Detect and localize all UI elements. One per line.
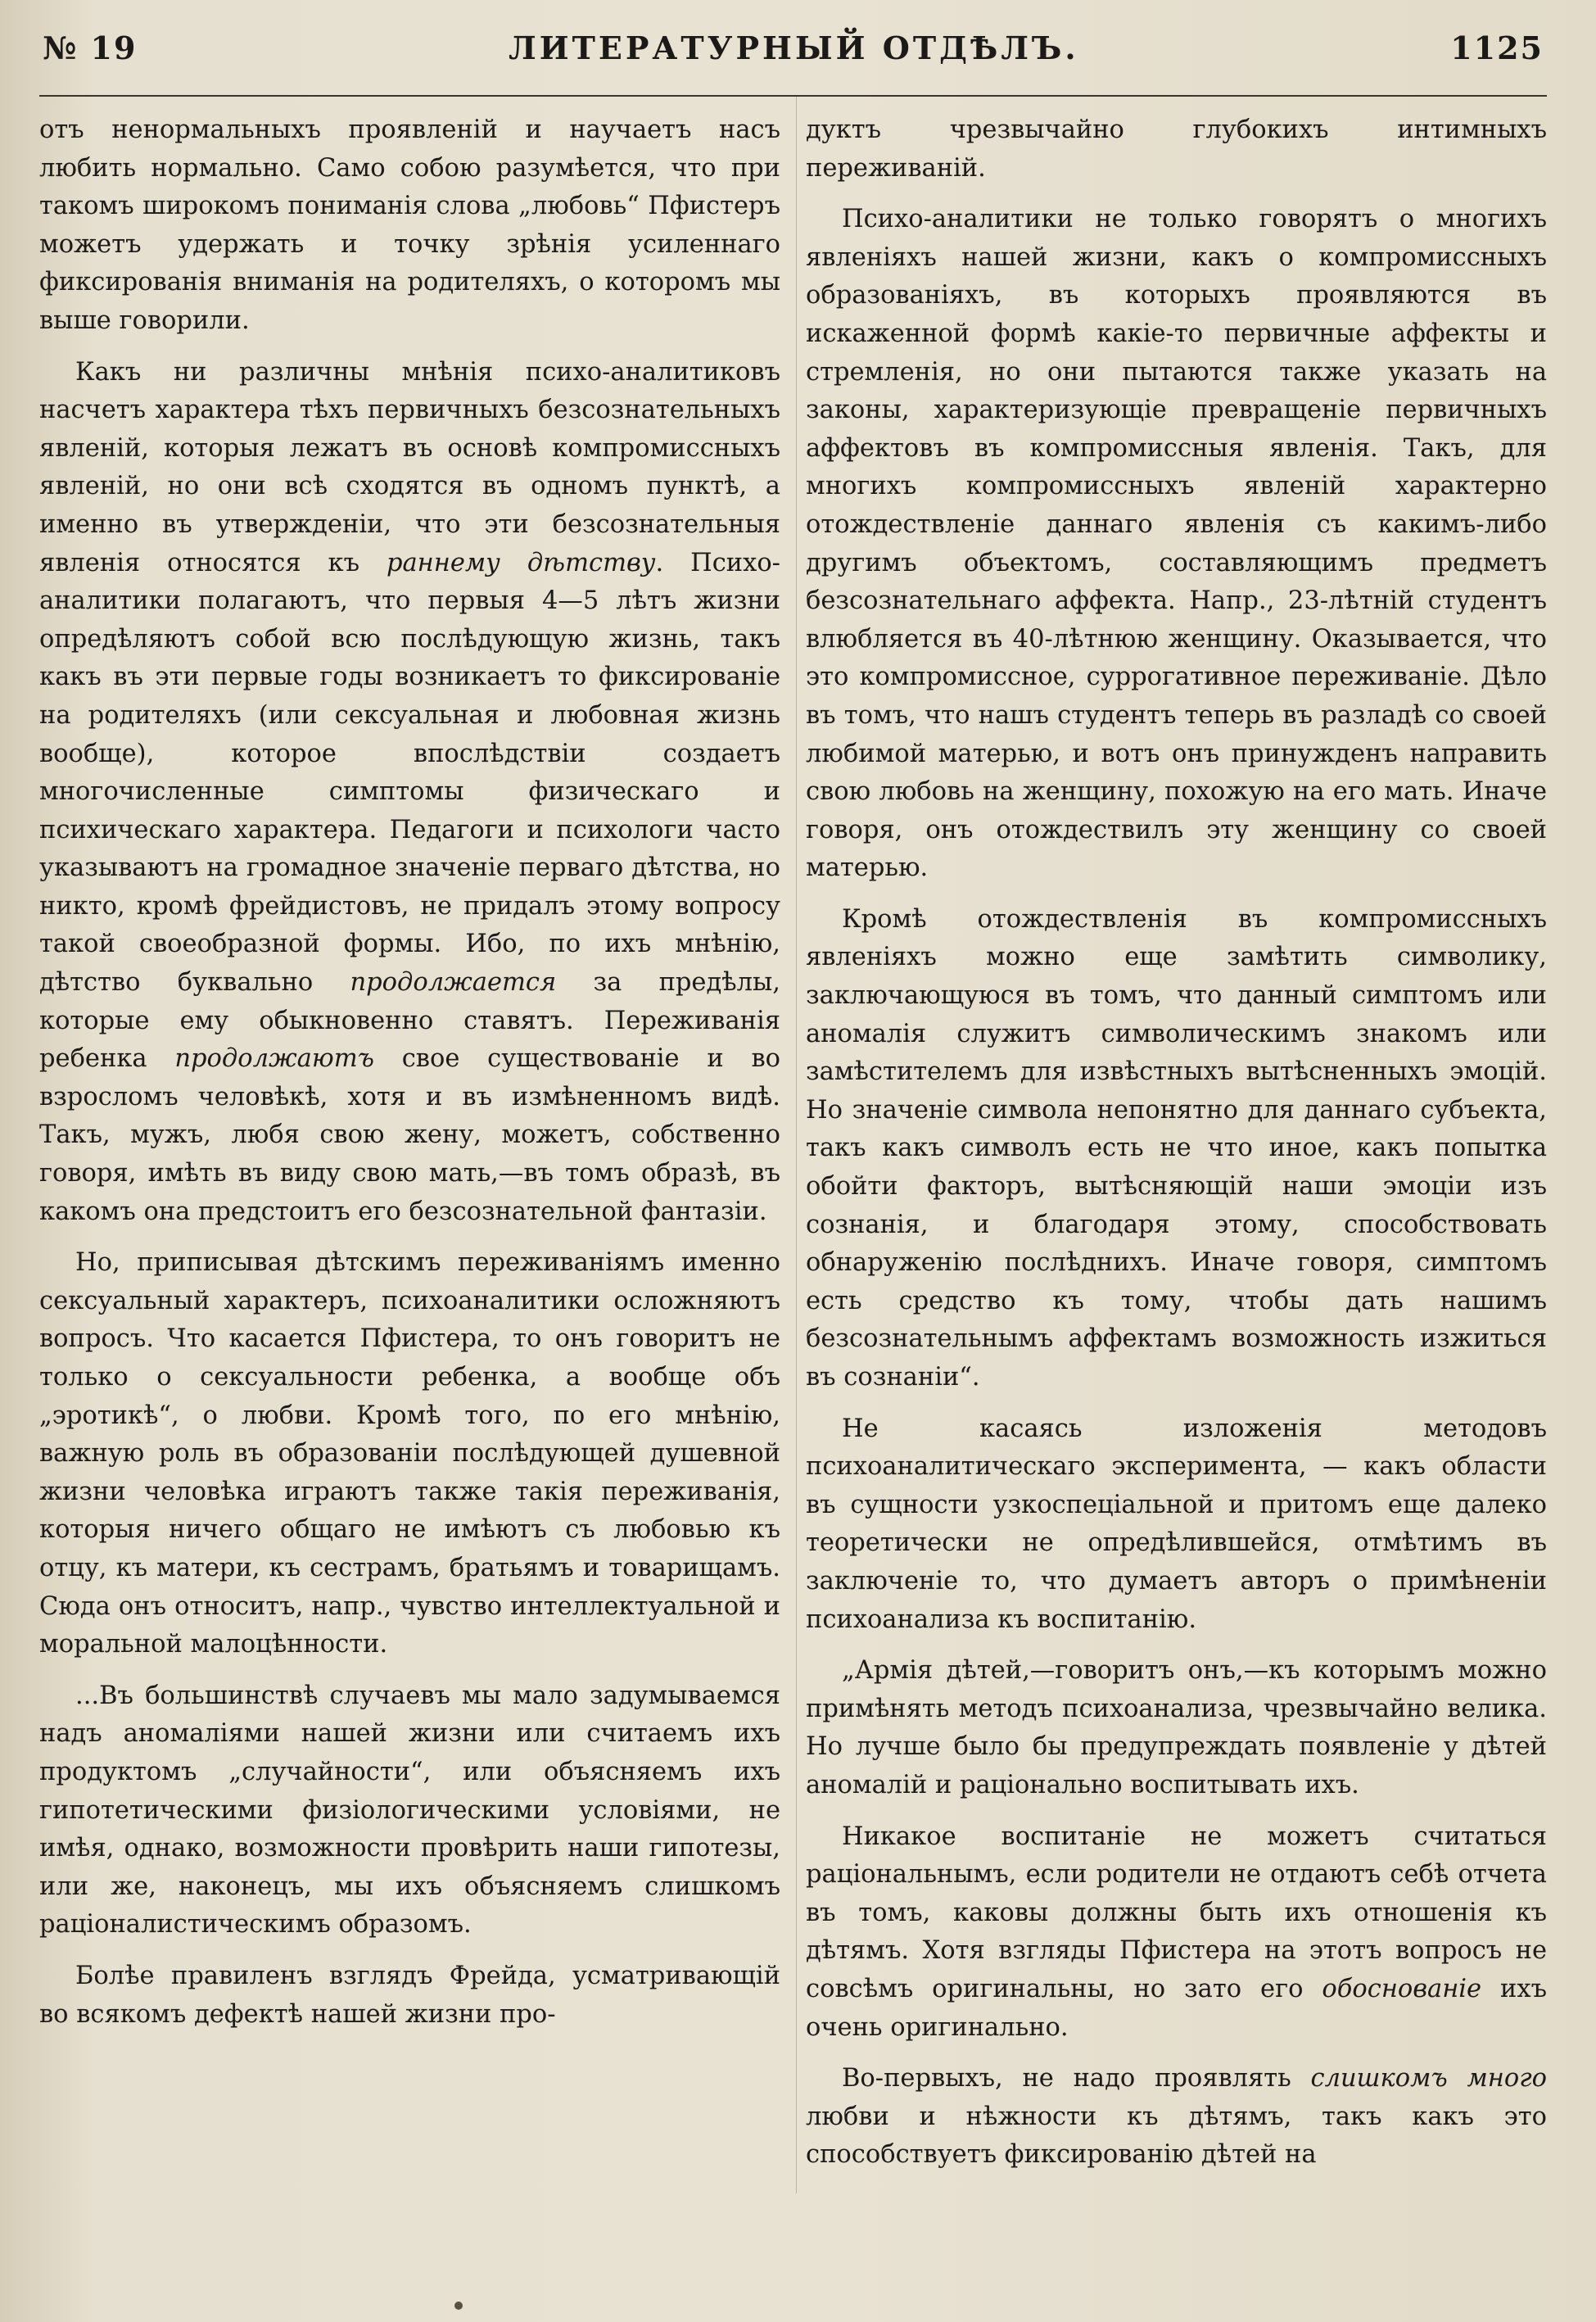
left-column: [39, 111, 780, 2188]
section-title: ЛИТЕРАТУРНЫЙ ОТДѢЛЪ.: [509, 29, 1079, 66]
emphasis: продолжаютъ: [174, 1044, 374, 1074]
right-column: [806, 111, 1547, 2188]
emphasis: слишкомъ много: [1310, 2064, 1547, 2093]
emphasis: обоснованіе: [1322, 1974, 1482, 2003]
paragraph: дуктъ чрезвычайно глубокихъ интимныхъ переживаній.: [806, 115, 1547, 183]
page-number: 1125: [1450, 29, 1544, 66]
paragraph: Не касаясь изложенія методовъ психоаналитическаго эксперимента, — какъ области въ сущности узкоспеціальной и притомъ еще далеко теоретически не опредѣлившейся, отмѣтимъ въ заключеніе то, что думаетъ авторъ о примѣненіи психоанализа къ воспитанію.: [806, 1414, 1547, 1634]
paragraph: „Армія дѣтей,—говоритъ онъ,—къ которымъ можно примѣнять методъ психоанализа, чрезвычайно велика. Но лучше было бы предупреждать появленіе у дѣтей аномалій и раціонально воспитывать ихъ.: [806, 1656, 1547, 1799]
text-columns: [39, 111, 1547, 2188]
emphasis: продолжается: [350, 968, 557, 998]
paragraph: Во-первыхъ, не надо проявлять слишкомъ много любви и нѣжности къ дѣтямъ, такъ какъ это способствуетъ фиксированію дѣтей на: [806, 2064, 1547, 2170]
paragraph: Но, приписывая дѣтскимъ переживаніямъ именно сексуальный характеръ, психоаналитики осложняютъ вопросъ. Что касается Пфистера, то онъ говоритъ не только о сексуальности ребенка, а вообще объ „эротикѣ“, о любви. Кромѣ того, по его мнѣнію, важную роль въ образованіи послѣдующей душевной жизни человѣка играютъ также такія переживанія, которыя ничего общаго не имѣютъ съ любовью къ отцу, къ матери, къ сестрамъ, братьямъ и товарищамъ. Сюда онъ относитъ, напр., чувство интеллектуальной и моральной малоцѣнности.: [39, 1248, 780, 1659]
page-header: [39, 29, 1547, 97]
issue-number: № 19: [43, 29, 138, 66]
paragraph: ...Въ большинствѣ случаевъ мы мало задумываемся надъ аномаліями нашей жизни или считаемъ ихъ продуктомъ „случайности“, или объясняемъ ихъ гипотетическими физіологическими условіями, не имѣя, однако, возможности провѣрить наши гипотезы, или же, наконецъ, мы ихъ объясняемъ слишкомъ раціоналистическимъ образомъ.: [39, 1681, 780, 1940]
column-divider: [796, 97, 797, 2193]
paragraph: Болѣе правиленъ взглядъ Фрейда, усматривающій во всякомъ дефектѣ нашей жизни про-: [39, 1961, 780, 2029]
paragraph: отъ ненормальныхъ проявленій и научаетъ насъ любить нормально. Само собою разумѣется, что при такомъ широкомъ пониманія слова „любовь“ Пфистеръ можетъ удержать и точку зрѣнія усиленнаго фиксированія вниманія на родителяхъ, о которомъ мы выше говорили.: [39, 115, 780, 335]
paragraph: Психо-аналитики не только говорятъ о многихъ явленіяхъ нашей жизни, какъ о компромиссныхъ образованіяхъ, въ которыхъ проявляются въ искаженной формѣ какіе-то первичные аффекты и стремленія, но они пытаются также указать на законы, характеризующіе превращеніе первичныхъ аффектовъ въ компромиссныя явленія. Такъ, для многихъ компромиссныхъ явленій характерно отождествленіе даннаго явленія съ какимъ-либо другимъ объектомъ, составляющимъ предметъ безсознательнаго аффекта. Напр., 23-лѣтній студентъ влюбляется въ 40-лѣтнюю женщину. Оказывается, что это компромиссное, суррогативное переживаніе. Дѣло въ томъ, что нашъ студентъ теперь въ разладѣ со своей любимой матерью, и вотъ онъ принужденъ направить свою любовь на женщину, похожую на его мать. Иначе говоря, онъ отождествилъ эту женщину со своей матерью.: [806, 205, 1547, 883]
page-mark-dot: [454, 2302, 463, 2310]
paragraph: Какъ ни различны мнѣнія психо-аналитиковъ насчетъ характера тѣхъ первичныхъ безсознательныхъ явленій, которыя лежатъ въ основѣ компромиссныхъ явленій, но они всѣ сходятся въ одномъ пунктѣ, а именно въ утвержденіи, что эти безсознательныя явленія относятся къ раннему дѣтству. Психо-аналитики полагаютъ, что первыя 4—5 лѣтъ жизни опредѣляютъ собой всю послѣдующую жизнь, такъ какъ въ эти первые годы возникаетъ то фиксированіе на родителяхъ (или сексуальная и любовная жизнь вообще), которое впослѣдствіи создаетъ многочисленные симптомы физическаго и психическаго характера. Педагоги и психологи часто указываютъ на громадное значеніе перваго дѣтства, но никто, кромѣ фрейдистовъ, не придалъ этому вопросу такой своеобразной формы. Ибо, по ихъ мнѣнію, дѣтство буквально продолжается за предѣлы, которые ему обыкновенно ставятъ. Переживанія ребенка продолжаютъ свое существованіе и во взросломъ человѣкѣ, хотя и въ измѣненномъ видѣ. Такъ, мужъ, любя свою жену, можетъ, собственно говоря, имѣть въ виду свою мать,—въ томъ образѣ, въ какомъ она предстоитъ его безсознательной фантазіи.: [39, 357, 780, 1226]
paragraph: Никакое воспитаніе не можетъ считаться раціональнымъ, если родители не отдаютъ себѣ отчета въ томъ, каковы должны быть ихъ отношенія къ дѣтямъ. Хотя взгляды Пфистера на этотъ вопросъ не совсѣмъ оригинальны, но зато его обоснованіе ихъ очень оригинально.: [806, 1822, 1547, 2042]
paragraph: Кромѣ отождествленія въ компромиссныхъ явленіяхъ можно еще замѣтить символику, заключающуюся въ томъ, что данный симптомъ или аномалія служитъ символическимъ знакомъ или замѣстителемъ для извѣстныхъ вытѣсненныхъ эмоцій. Но значеніе символа непонятно для даннаго субъекта, такъ какъ символъ есть не что иное, какъ попытка обойти факторъ, вытѣсняющій наши эмоціи изъ сознанія, и благодаря этому, способствовать обнаруженію послѣднихъ. Иначе говоря, симптомъ есть средство къ тому, чтобы дать нашимъ безсознательнымъ аффектамъ возможность изжиться въ сознаніи“.: [806, 904, 1547, 1392]
emphasis: раннему дѣтству: [386, 548, 656, 577]
